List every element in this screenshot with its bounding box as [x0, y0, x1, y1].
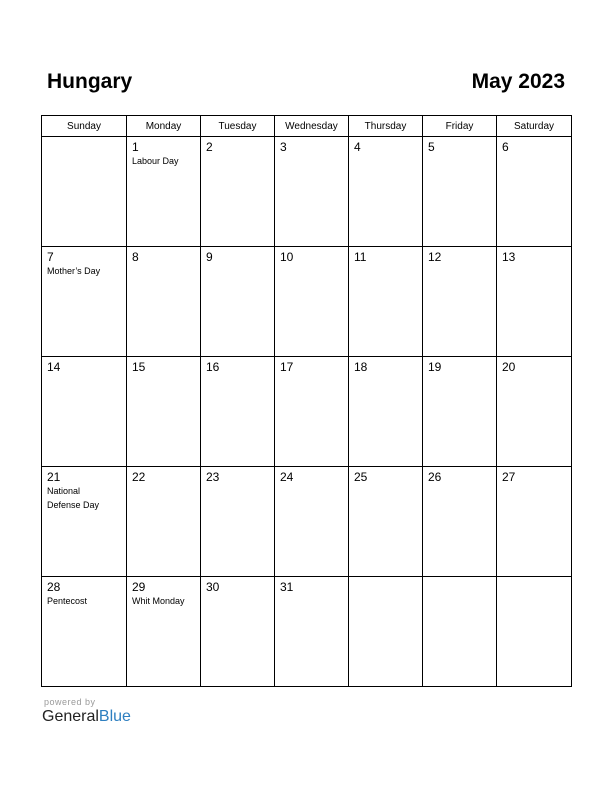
day-cell — [497, 247, 572, 357]
holiday-label: Whit Monday — [132, 596, 185, 606]
week-row — [42, 577, 572, 687]
day-cell — [201, 357, 275, 467]
day-number: 12 — [428, 250, 442, 264]
day-cell — [42, 467, 127, 577]
weekday-sunday: Sunday — [42, 116, 127, 137]
day-cell — [423, 467, 497, 577]
holiday-label: Mother’s Day — [47, 266, 101, 276]
day-cell — [275, 467, 349, 577]
day-number: 28 — [47, 580, 61, 594]
day-number: 15 — [132, 360, 146, 374]
day-cell — [423, 247, 497, 357]
day-cell — [497, 357, 572, 467]
day-cell — [497, 577, 572, 687]
day-number: 26 — [428, 470, 442, 484]
weekday-tuesday: Tuesday — [201, 116, 275, 137]
weekday-monday: Monday — [127, 116, 201, 137]
brand-blue: Blue — [98, 708, 131, 725]
day-cell — [127, 357, 201, 467]
day-number: 6 — [502, 140, 509, 154]
day-cell — [42, 137, 127, 247]
day-cell — [201, 137, 275, 247]
day-cell — [42, 577, 127, 687]
weekday-saturday: Saturday — [497, 116, 572, 137]
weekday-header-row — [42, 116, 572, 137]
brand-general: General — [42, 708, 99, 725]
day-number: 16 — [206, 360, 220, 374]
day-number: 10 — [280, 250, 294, 264]
day-number: 2 — [206, 140, 213, 154]
day-number: 23 — [206, 470, 220, 484]
day-cell — [127, 247, 201, 357]
day-number: 14 — [47, 360, 61, 374]
day-number: 11 — [354, 250, 367, 264]
generalblue-logo — [42, 708, 131, 726]
powered-by-label: powered by — [44, 697, 96, 707]
day-number: 4 — [354, 140, 361, 154]
day-number: 27 — [502, 470, 516, 484]
day-number: 5 — [428, 140, 435, 154]
holiday-label: National Defense Day — [47, 486, 100, 510]
day-cell — [42, 247, 127, 357]
weekday-friday: Friday — [423, 116, 497, 137]
day-cell — [42, 357, 127, 467]
day-cell — [275, 137, 349, 247]
day-number: 24 — [280, 470, 294, 484]
day-number: 18 — [354, 360, 368, 374]
day-number: 19 — [428, 360, 442, 374]
day-cell — [127, 137, 201, 247]
day-number: 17 — [280, 360, 294, 374]
day-cell — [423, 577, 497, 687]
day-number: 13 — [502, 250, 516, 264]
day-number: 9 — [206, 250, 213, 264]
day-number: 8 — [132, 250, 139, 264]
day-cell — [275, 247, 349, 357]
day-cell — [349, 247, 423, 357]
day-number: 3 — [280, 140, 287, 154]
day-cell — [201, 577, 275, 687]
week-row — [42, 247, 572, 357]
holiday-label: Labour Day — [132, 156, 179, 166]
day-cell — [349, 467, 423, 577]
day-number: 29 — [132, 580, 146, 594]
day-cell — [423, 357, 497, 467]
month-year-title: May 2023 — [471, 70, 565, 93]
day-number: 31 — [280, 580, 294, 594]
weekday-wednesday: Wednesday — [275, 116, 349, 137]
weekday-thursday: Thursday — [349, 116, 423, 137]
day-number: 30 — [206, 580, 220, 594]
day-cell — [423, 137, 497, 247]
day-number: 7 — [47, 250, 54, 264]
week-row — [42, 357, 572, 467]
day-number: 21 — [47, 470, 61, 484]
day-number: 20 — [502, 360, 516, 374]
holiday-label: Pentecost — [47, 596, 88, 606]
calendar-grid — [41, 115, 572, 687]
week-row — [42, 137, 572, 247]
day-number: 25 — [354, 470, 368, 484]
day-cell — [127, 577, 201, 687]
day-cell — [275, 357, 349, 467]
day-cell — [349, 357, 423, 467]
day-cell — [349, 577, 423, 687]
day-cell — [201, 467, 275, 577]
day-cell — [497, 467, 572, 577]
day-cell — [497, 137, 572, 247]
day-cell — [275, 577, 349, 687]
day-number: 22 — [132, 470, 146, 484]
day-cell — [349, 137, 423, 247]
day-number: 1 — [132, 140, 139, 154]
day-cell — [127, 467, 201, 577]
day-cell — [201, 247, 275, 357]
week-row — [42, 467, 572, 577]
country-title: Hungary — [47, 70, 133, 93]
